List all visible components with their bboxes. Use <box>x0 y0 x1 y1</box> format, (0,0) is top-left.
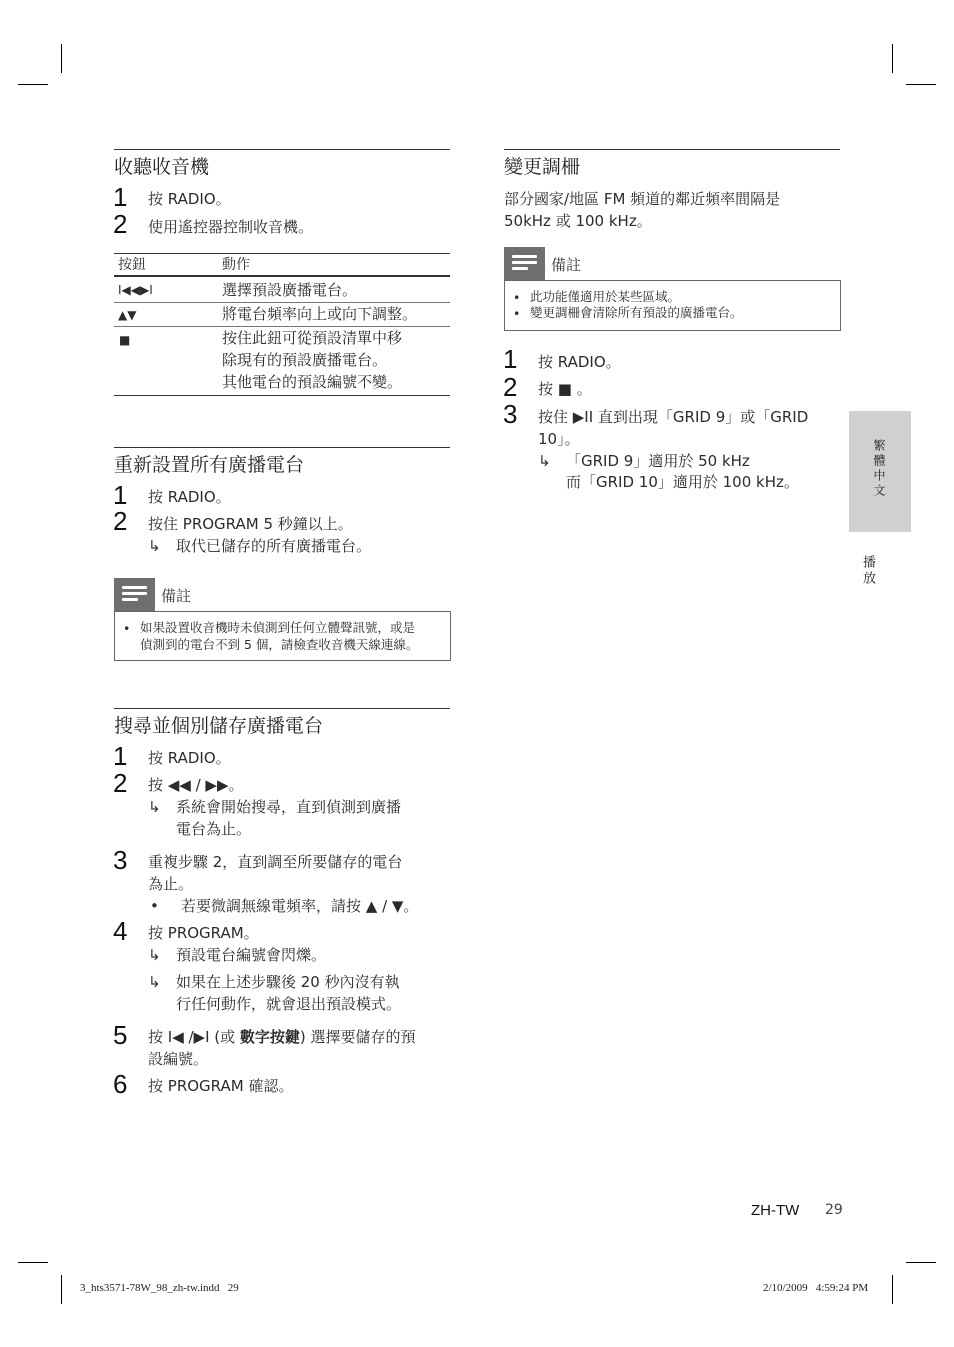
note-box <box>504 280 841 331</box>
bullet: • <box>123 621 131 636</box>
table-top-rule <box>114 253 450 254</box>
section-rule <box>114 447 450 448</box>
note-header <box>114 578 314 611</box>
intro-text: 部分國家/地區 FM 頻道的鄰近頻率間隔是 <box>504 190 781 208</box>
section-title-radio: 收聽收音機 <box>114 156 210 178</box>
step-text: 按 RADIO。 <box>148 488 231 506</box>
step-number: 3 <box>113 845 128 875</box>
table-row-action: 除現有的預設廣播電台。 <box>222 351 388 369</box>
step-result: 系統會開始搜尋，直到偵測到廣播 <box>176 798 402 816</box>
step-bullet-text: 若要微調無線電頻率，請按 ▲ / ▼。 <box>181 897 419 915</box>
step-number: 1 <box>113 182 128 212</box>
side-language-label: 繁體中文 <box>872 439 886 499</box>
table-bottom-rule <box>114 395 450 396</box>
section-rule <box>114 149 450 150</box>
step-text: 10」。 <box>538 430 580 448</box>
step-text <box>148 1026 416 1048</box>
table-row-action: 其他電台的預設編號不變。 <box>222 373 403 391</box>
step-number: 2 <box>113 506 128 536</box>
table-row-action: 將電台頻率向上或向下調整。 <box>222 305 418 323</box>
note-text: 如果設置收音機時未偵測到任何立體聲訊號，或是 <box>140 620 416 635</box>
step-result: 電台為止。 <box>176 820 252 838</box>
section-title-reset: 重新設置所有廣播電台 <box>114 454 305 476</box>
note-box <box>114 611 451 661</box>
note-text: 偵測到的電台不到 5 個，請檢查收音機天線連線。 <box>140 637 419 652</box>
step-result: 如果在上述步驟後 20 秒內沒有執 <box>176 973 400 991</box>
section-title-grid: 變更調柵 <box>504 156 581 178</box>
step-number: 6 <box>113 1069 128 1099</box>
step-text: 重複步驟 2，直到調至所要儲存的電台 <box>148 853 403 871</box>
page-number: 29 <box>825 1202 843 1218</box>
note-text: 此功能僅適用於某些區域。 <box>530 289 681 304</box>
step-result: 而「GRID 10」適用於 100 kHz。 <box>566 473 799 491</box>
result-arrow-icon: ↳ <box>148 973 161 991</box>
step-number: 4 <box>113 916 128 946</box>
footer-lang-code: ZH-TW <box>751 1202 800 1219</box>
side-language-tab <box>849 411 911 532</box>
crop-mark <box>61 44 62 73</box>
step-result: 取代已儲存的所有廣播電台。 <box>176 537 372 555</box>
table-row-key: ■ <box>119 333 131 347</box>
result-arrow-icon: ↳ <box>148 537 161 555</box>
step-number: 5 <box>113 1020 128 1050</box>
step-result: 行任何動作，就會退出預設模式。 <box>176 995 402 1013</box>
step-text: 按住 PROGRAM 5 秒鐘以上。 <box>148 515 353 533</box>
section-title-search: 搜尋並個別儲存廣播電台 <box>114 715 324 737</box>
step-number: 3 <box>503 399 518 429</box>
section-rule <box>114 708 450 709</box>
step-number: 2 <box>503 372 518 402</box>
footer-timestamp: 2/10/2009 4:59:24 PM <box>763 1282 869 1294</box>
step-text: 設編號。 <box>148 1050 209 1068</box>
crop-mark <box>906 84 936 85</box>
step-text: 按 ◀◀ / ▶▶。 <box>148 776 244 794</box>
table-row-key: ▲▼ <box>118 308 137 322</box>
step-number: 1 <box>503 344 518 374</box>
crop-mark <box>61 1275 62 1304</box>
crop-mark <box>18 84 48 85</box>
step-text: 按 ■ 。 <box>538 380 592 398</box>
footer-file-name: 3_hts3571-78W_98_zh-tw.indd 29 <box>80 1282 239 1294</box>
result-arrow-icon: ↳ <box>148 798 161 816</box>
table-header-key: 按鈕 <box>118 257 146 273</box>
step-text: 按 RADIO。 <box>148 749 231 767</box>
step-text-part: 按 I◀ /▶I (或 <box>148 1028 240 1046</box>
note-label: 備註 <box>551 256 582 274</box>
table-header-action: 動作 <box>222 257 250 273</box>
step-number: 2 <box>113 209 128 239</box>
crop-mark <box>18 1262 48 1263</box>
step-text: 按 RADIO。 <box>148 190 231 208</box>
side-chapter-label: 播放 <box>860 555 875 587</box>
step-result: 「GRID 9」適用於 50 kHz <box>566 452 750 470</box>
step-text: 使用遙控器控制收音機。 <box>148 218 314 236</box>
crop-mark <box>906 1262 936 1263</box>
crop-mark <box>892 1275 893 1304</box>
crop-mark <box>892 44 893 73</box>
section-rule <box>504 149 840 150</box>
step-result: 預設電台編號會閃爍。 <box>176 946 327 964</box>
intro-text: 50kHz 或 100 kHz。 <box>504 212 652 230</box>
note-label: 備註 <box>161 587 192 605</box>
bullet: • <box>513 306 521 321</box>
table-header-rule <box>114 275 450 277</box>
result-arrow-icon: ↳ <box>538 452 551 470</box>
step-text-bold: 數字按鍵 <box>239 1028 300 1046</box>
result-arrow-icon: ↳ <box>148 946 161 964</box>
bullet: • <box>150 897 159 915</box>
bullet: • <box>513 290 521 305</box>
note-icon <box>504 247 545 280</box>
step-number: 1 <box>113 480 128 510</box>
table-row-action: 按住此鈕可從預設清單中移 <box>222 329 403 347</box>
step-text-part: ) 選擇要儲存的預 <box>299 1028 416 1046</box>
step-text: 按 PROGRAM 確認。 <box>148 1077 294 1095</box>
step-number: 1 <box>113 741 128 771</box>
note-text: 變更調柵會清除所有預設的廣播電台。 <box>530 305 743 320</box>
note-header <box>504 247 704 280</box>
table-row-action: 選擇預設廣播電台。 <box>222 281 358 299</box>
step-text: 按住 ▶II 直到出現「GRID 9」或「GRID <box>538 408 809 426</box>
note-icon <box>114 578 155 611</box>
step-number: 2 <box>113 768 128 798</box>
table-row-key: I◀◀▶I <box>118 283 153 297</box>
step-text: 按 PROGRAM。 <box>148 924 259 942</box>
step-text: 為止。 <box>148 875 194 893</box>
step-text: 按 RADIO。 <box>538 353 621 371</box>
